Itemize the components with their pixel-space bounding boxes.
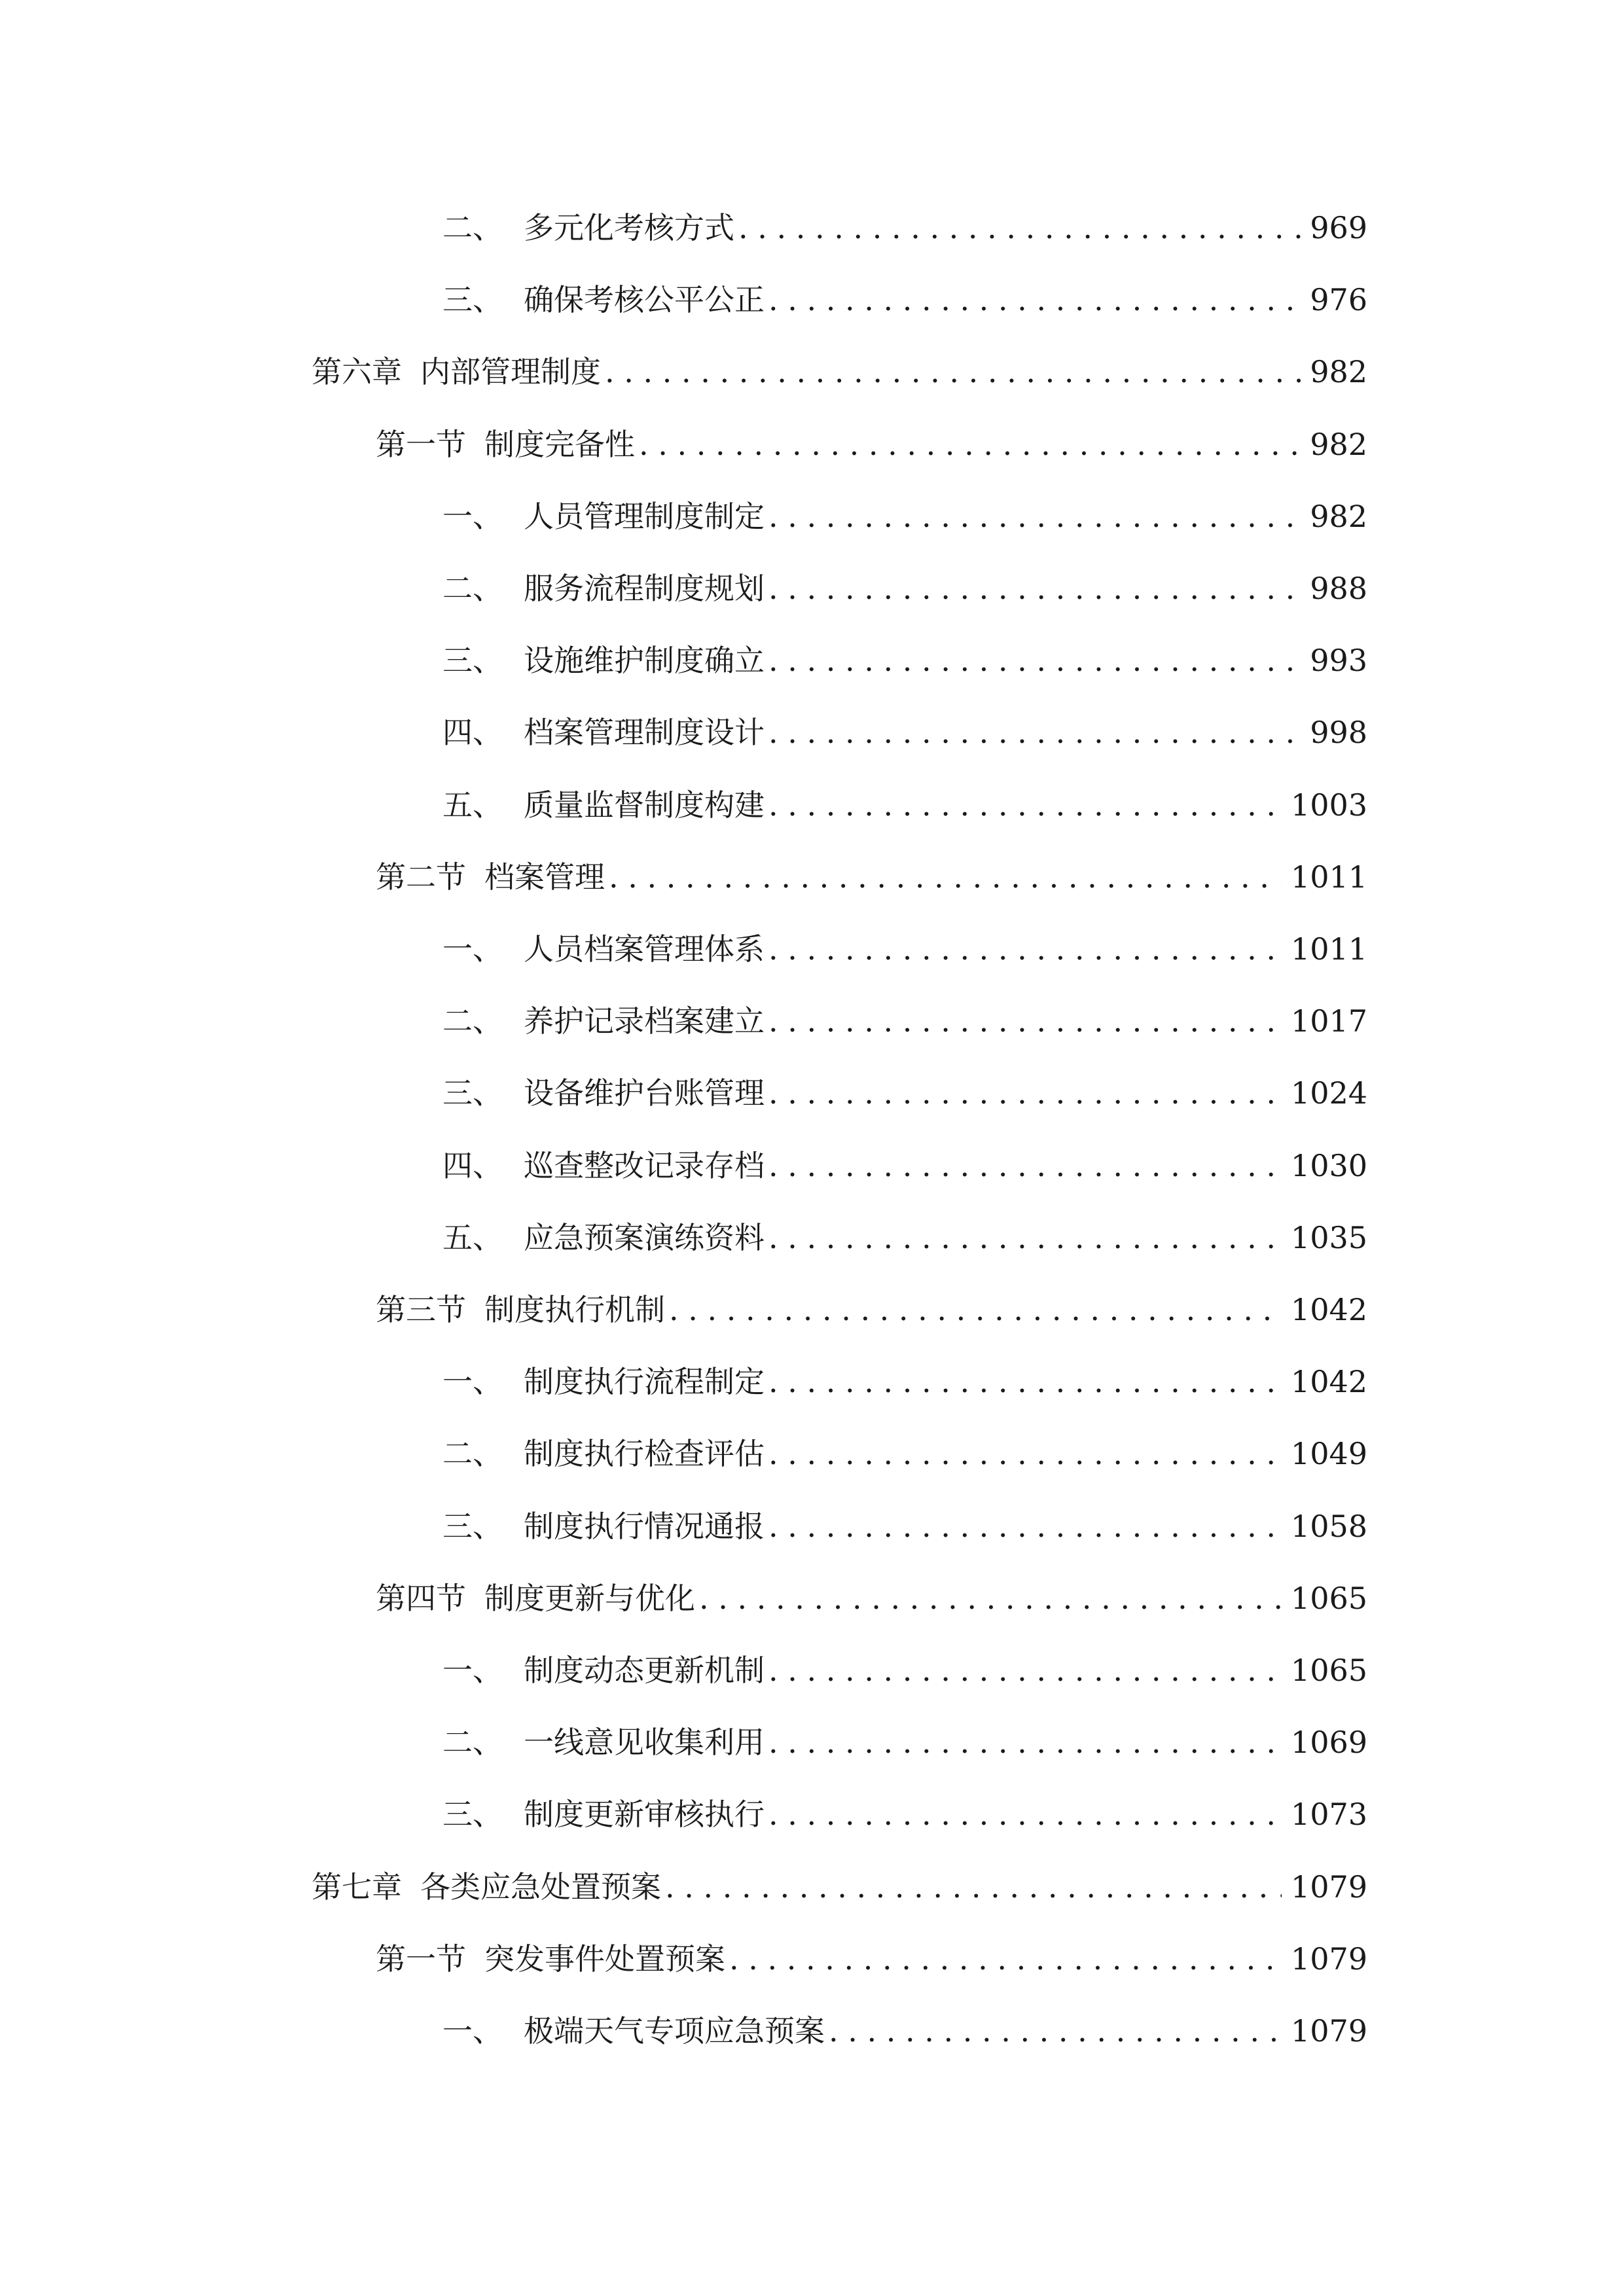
toc-entry-number: 二、 [442, 571, 503, 606]
toc-entry[interactable] [442, 490, 1367, 543]
toc-entry-title: 突发事件处置预案 [484, 1941, 725, 1977]
toc-entry-page: 993 [1310, 643, 1367, 678]
toc-entry-title: 制度执行流程制定 [524, 1364, 765, 1399]
toc-entry[interactable] [376, 418, 1367, 471]
toc-entry[interactable] [442, 1211, 1367, 1264]
toc-entry-page: 1042 [1290, 1292, 1367, 1327]
toc-entry-page: 998 [1310, 715, 1367, 750]
toc-dot-leader [768, 706, 1301, 759]
toc-entry-number: 二、 [442, 1725, 503, 1760]
toc-dot-leader [768, 995, 1282, 1047]
toc-entry-page: 1079 [1290, 1869, 1367, 1905]
toc-dot-leader [609, 851, 1282, 903]
toc-entry-page: 988 [1310, 571, 1367, 606]
toc-entry-number: 三、 [442, 1797, 503, 1832]
toc-entry-number: 第四节 [376, 1581, 466, 1616]
toc-entry-title: 档案管理 [484, 859, 605, 895]
toc-dot-leader [768, 1355, 1282, 1408]
toc-entry[interactable] [442, 274, 1367, 326]
toc-entry-number: 五、 [442, 787, 503, 823]
toc-entry-number: 第一节 [376, 1941, 466, 1977]
toc-dot-leader [768, 923, 1282, 975]
toc-entry-title: 制度更新审核执行 [524, 1797, 765, 1832]
toc-entry[interactable] [376, 1572, 1367, 1624]
toc-entry-page: 976 [1310, 282, 1367, 317]
toc-entry-number: 三、 [442, 1075, 503, 1111]
toc-entry-page: 1003 [1290, 787, 1367, 823]
toc-entry-number: 一、 [442, 1364, 503, 1399]
toc-entry[interactable] [442, 779, 1367, 831]
toc-entry[interactable] [442, 1716, 1367, 1768]
toc-entry-page: 1035 [1290, 1220, 1367, 1255]
toc-entry-number: 一、 [442, 931, 503, 967]
toc-entry[interactable] [442, 202, 1367, 254]
toc-dot-leader [829, 2005, 1282, 2057]
toc-dot-leader [768, 779, 1282, 831]
toc-entry-page: 1079 [1290, 1941, 1367, 1977]
toc-entry-number: 三、 [442, 282, 503, 317]
toc-dot-leader [768, 562, 1301, 615]
toc-entry-page: 1058 [1290, 1509, 1367, 1544]
toc-dot-leader [768, 1139, 1282, 1192]
toc-entry-title: 制度完备性 [484, 427, 635, 462]
toc-entry[interactable] [312, 346, 1367, 398]
toc-entry-number: 二、 [442, 1436, 503, 1471]
toc-entry-title: 各类应急处置预案 [420, 1869, 661, 1905]
toc-dot-leader [768, 490, 1301, 543]
toc-entry[interactable] [442, 1427, 1367, 1480]
toc-entry-page: 1049 [1290, 1436, 1367, 1471]
toc-entry-title: 养护记录档案建立 [524, 1003, 765, 1039]
toc-dot-leader [605, 346, 1301, 398]
toc-entry-page: 982 [1310, 499, 1367, 534]
toc-entry-number: 一、 [442, 499, 503, 534]
toc-entry-title: 人员管理制度制定 [524, 499, 765, 534]
toc-entry-title: 制度执行情况通报 [524, 1509, 765, 1544]
toc-entry[interactable] [376, 851, 1367, 903]
toc-dot-leader [768, 1644, 1282, 1696]
toc-dot-leader [729, 1933, 1282, 1985]
toc-dot-leader [768, 1211, 1282, 1264]
toc-entry-title: 制度执行机制 [484, 1292, 665, 1327]
toc-entry-number: 第三节 [376, 1292, 466, 1327]
toc-entry-page: 1030 [1290, 1148, 1367, 1183]
toc-dot-leader [768, 634, 1301, 687]
toc-entry-title: 应急预案演练资料 [524, 1220, 765, 1255]
toc-dot-leader [768, 274, 1301, 326]
toc-entry-number: 三、 [442, 643, 503, 678]
toc-dot-leader [665, 1861, 1282, 1913]
toc-entry[interactable] [442, 706, 1367, 759]
toc-entry-page: 1011 [1290, 859, 1367, 895]
toc-entry-number: 二、 [442, 1003, 503, 1039]
toc-entry-page: 1042 [1290, 1364, 1367, 1399]
toc-dot-leader [669, 1283, 1282, 1336]
toc-entry-title: 内部管理制度 [420, 354, 601, 389]
toc-entry-page: 1017 [1290, 1003, 1367, 1039]
toc-entry-number: 一、 [442, 2013, 503, 2049]
toc-entry-title: 制度更新与优化 [484, 1581, 695, 1616]
toc-entry[interactable] [442, 1788, 1367, 1840]
toc-entry-title: 质量监督制度构建 [524, 787, 765, 823]
toc-entry-page: 1065 [1290, 1653, 1367, 1688]
toc-entry-page: 1065 [1290, 1581, 1367, 1616]
toc-entry-number: 二、 [442, 210, 503, 245]
toc-entry[interactable] [442, 2005, 1367, 2057]
toc-entry[interactable] [312, 1861, 1367, 1913]
toc-entry-page: 982 [1310, 354, 1367, 389]
toc-entry-number: 五、 [442, 1220, 503, 1255]
toc-entry-title: 极端天气专项应急预案 [524, 2013, 825, 2049]
toc-entry[interactable] [442, 1139, 1367, 1192]
toc-entry[interactable] [376, 1283, 1367, 1336]
toc-dot-leader [738, 202, 1301, 254]
toc-entry-title: 一线意见收集利用 [524, 1725, 765, 1760]
toc-dot-leader [768, 1500, 1282, 1552]
toc-entry[interactable] [442, 995, 1367, 1047]
toc-dot-leader [699, 1572, 1282, 1624]
toc-entry-title: 巡查整改记录存档 [524, 1148, 765, 1183]
toc-entry[interactable] [442, 1500, 1367, 1552]
toc-entry[interactable] [376, 1933, 1367, 1985]
toc-entry-number: 第一节 [376, 427, 466, 462]
toc-entry-page: 1069 [1290, 1725, 1367, 1760]
toc-entry[interactable] [442, 1644, 1367, 1696]
toc-entry-title: 制度动态更新机制 [524, 1653, 765, 1688]
toc-dot-leader [768, 1427, 1282, 1480]
toc-entry-page: 1024 [1290, 1075, 1367, 1111]
toc-entry-page: 1011 [1290, 931, 1367, 967]
toc-entry-page: 982 [1310, 427, 1367, 462]
toc-entry-title: 多元化考核方式 [524, 210, 734, 245]
toc-entry[interactable] [442, 1067, 1367, 1119]
toc-entry-title: 服务流程制度规划 [524, 571, 765, 606]
toc-entry-number: 第七章 [312, 1869, 402, 1905]
toc-entry[interactable] [442, 923, 1367, 975]
toc-entry-page: 1079 [1290, 2013, 1367, 2049]
toc-entry-page: 1073 [1290, 1797, 1367, 1832]
toc-entry[interactable] [442, 1355, 1367, 1408]
toc-dot-leader [768, 1716, 1282, 1768]
toc-entry-number: 三、 [442, 1509, 503, 1544]
toc-entry[interactable] [442, 562, 1367, 615]
toc-entry-page: 969 [1310, 210, 1367, 245]
toc-dot-leader [639, 418, 1301, 471]
toc-entry-number: 四、 [442, 1148, 503, 1183]
toc-entry-title: 确保考核公平公正 [524, 282, 765, 317]
toc-entry[interactable] [442, 634, 1367, 687]
toc-entry-number: 第六章 [312, 354, 402, 389]
toc-entry-title: 制度执行检查评估 [524, 1436, 765, 1471]
toc-entry-title: 设备维护台账管理 [524, 1075, 765, 1111]
toc-entry-number: 第二节 [376, 859, 466, 895]
toc-entry-title: 设施维护制度确立 [524, 643, 765, 678]
toc-dot-leader [768, 1788, 1282, 1840]
toc-entry-number: 四、 [442, 715, 503, 750]
toc-dot-leader [768, 1067, 1282, 1119]
toc-entry-title: 人员档案管理体系 [524, 931, 765, 967]
toc-entry-title: 档案管理制度设计 [524, 715, 765, 750]
toc-entry-number: 一、 [442, 1653, 503, 1688]
